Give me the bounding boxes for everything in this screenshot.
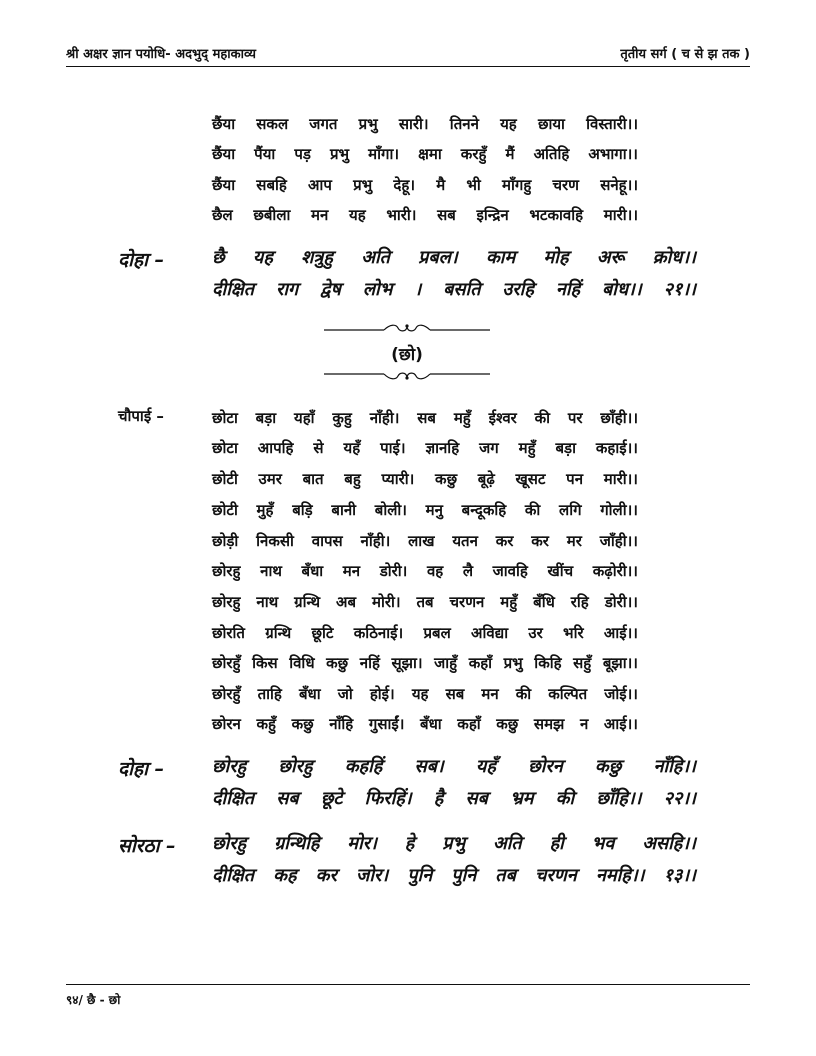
verse-line: छोरन कहुँ कछु नाँहि गुसाईं। बँधा कहाँ कछु समझ न आई।। bbox=[212, 715, 638, 733]
verse-line: छोरहु नाथ बँधा मन डोरी। वह लै जावहि खींच कढ़ोरी।। bbox=[212, 562, 638, 580]
doha-line: छै यह शत्रुहु अति प्रबल। काम मोह अरू क्रोध।। bbox=[212, 247, 696, 268]
chaupai-label: चौपाई – bbox=[118, 407, 164, 425]
footer-rule bbox=[66, 984, 750, 985]
section-title: (छो) bbox=[391, 345, 423, 365]
verse-line: छोरति ग्रन्थि छूटि कठिनाई। प्रबल अविद्या उर भरि आई।। bbox=[212, 624, 638, 642]
sortha-line: दीक्षित कह कर जोर। पुनि पुनि तब चरणन नमहि।। १३।। bbox=[212, 865, 696, 886]
verse-line: छोटा आपहि से यहँ पाई। ज्ञानहि जग महुँ बड़ा कहाई।। bbox=[212, 439, 638, 457]
verse-line: छोटा बड़ा यहाँ कुहु नाँही। सब महुँ ईश्वर की पर छाँही।। bbox=[212, 409, 638, 427]
doha-label: दोहा – bbox=[118, 758, 165, 780]
verse-line: छोटी उमर बात बहु प्यारी। कछु बूढ़े खूसट पन मारी।। bbox=[212, 470, 638, 488]
ornament-bottom bbox=[322, 368, 492, 382]
book-title: श्री अक्षर ज्ञान पयोधि- अदभुद् महाकाव्य bbox=[66, 47, 256, 62]
verse-line: छैंया सकल जगत प्रभु सारी। तिनने यह छाया विस्तारी।। bbox=[212, 115, 638, 133]
page-footer: ९४/ छै - छो bbox=[66, 993, 121, 1007]
verse-line: छोड़ी निकसी वापस नाँही। लाख यतन कर कर मर जाँही।। bbox=[212, 532, 638, 550]
header-rule bbox=[66, 66, 750, 67]
verse-line: छोरहुँ किस विधि कछु नहिं सूझा। जाहुँ कहाँ प्रभु किहि सहुँ बूझा।। bbox=[212, 654, 638, 672]
verse-line: छोरहु नाथ ग्रन्थि अब मोरी। तब चरणन महुँ बँधि रहि डोरी।। bbox=[212, 593, 638, 611]
verse-line: छैंया पैंया पड़ प्रभु माँगा। क्षमा करहुँ मैं अतिहि अभागा।। bbox=[212, 145, 638, 163]
verse-line: छैंया सबहि आप प्रभु देहू। मै भी माँगहु चरण सनेहू।। bbox=[212, 176, 638, 194]
chapter-title: तृतीय सर्ग ( च से झ तक ) bbox=[620, 47, 750, 62]
sortha-line: छोरहु ग्रन्थिहि मोर। हे प्रभु अति ही भव असहि।। bbox=[212, 833, 696, 854]
doha-line: दीक्षित राग द्वेष लोभ । बसति उरहि नहिं बोध।। २१।। bbox=[212, 279, 696, 300]
ornament-top bbox=[322, 322, 492, 336]
doha-line: छोरहु छोरहु कहहिं सब। यहँ छोरन कछु नाँहि।। bbox=[212, 756, 696, 777]
verse-line: छोरहुँ ताहि बँधा जो होई। यह सब मन की कल्पित जोई।। bbox=[212, 685, 638, 703]
page-header bbox=[66, 44, 750, 66]
doha-line: दीक्षित सब छूटे फिरहिं। है सब भ्रम की छाँहि।। २२।। bbox=[212, 788, 696, 809]
verse-line: छैल छबीला मन यह भारी। सब इन्द्रिन भटकावहि मारी।। bbox=[212, 206, 638, 224]
sortha-label: सोरठा – bbox=[118, 835, 176, 857]
verse-line: छोटी मुहँ बड़ि बानी बोली। मनु बन्दूकहि की लगि गोली।। bbox=[212, 501, 638, 519]
doha-label: दोहा – bbox=[118, 249, 165, 271]
